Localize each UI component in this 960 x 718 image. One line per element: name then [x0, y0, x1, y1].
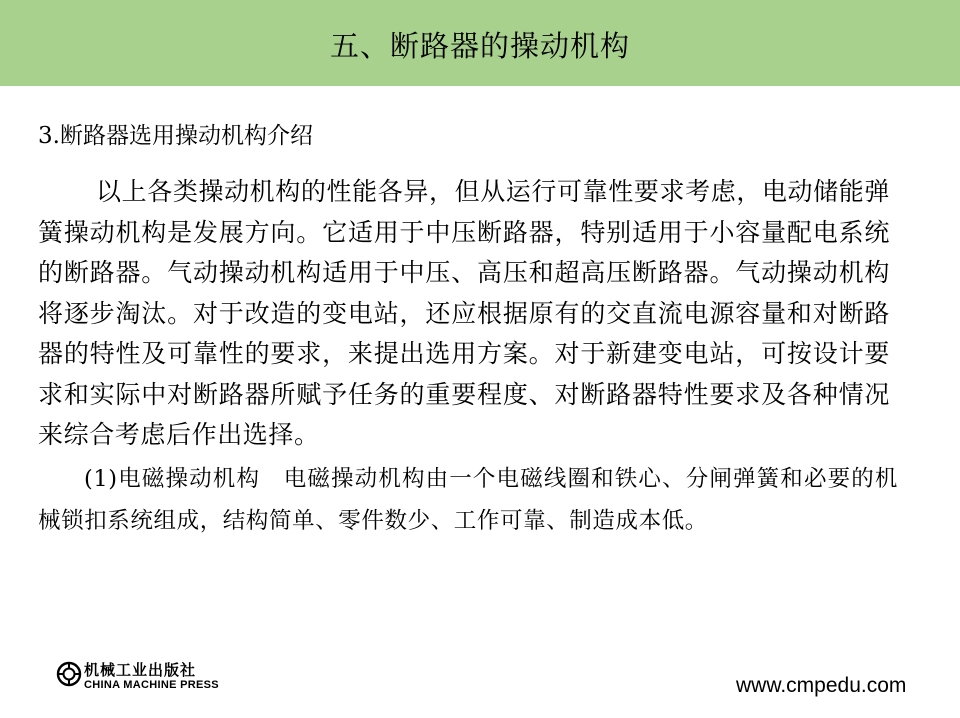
- slide-content: [38, 118, 898, 542]
- publisher-emblem-icon: [56, 661, 82, 687]
- slide-title: 五、断路器的操动机构: [329, 29, 630, 63]
- publisher-name-cn: 机械工业出版社: [84, 661, 197, 679]
- body-paragraph-2: (1)电磁操动机构 电磁操动机构由一个电磁线圈和铁心、分闸弹簧和必要的机械锁扣系统组成，结构简单、零件数少、工作可靠、制造成本低。: [38, 465, 898, 534]
- publisher-name-en: CHINA MACHINE PRESS: [84, 679, 219, 691]
- body-paragraph-1: 以上各类操动机构的性能各异，但从运行可靠性要求考虑，电动储能弹簧操动机构是发展方向。它适用于中压断路器，特别适用于小容量配电系统的断路器。气动操动机构适用于中压、高压和超高压断路器。气动操动机构将逐步淘汰。对于改造的变电站，还应根据原有的交直流电源容量和对断路器的特性及可靠性的要求，来提出选用方案。对于新建变电站，可按设计要求和实际中对断路器所赋予任务的重要程度、对断路器特性要求及各种情况来综合考虑后作出选择。: [38, 177, 890, 449]
- section-subheading: 3.断路器选用操动机构介绍: [38, 123, 313, 149]
- website-link[interactable]: www.cmpedu.com: [736, 674, 907, 697]
